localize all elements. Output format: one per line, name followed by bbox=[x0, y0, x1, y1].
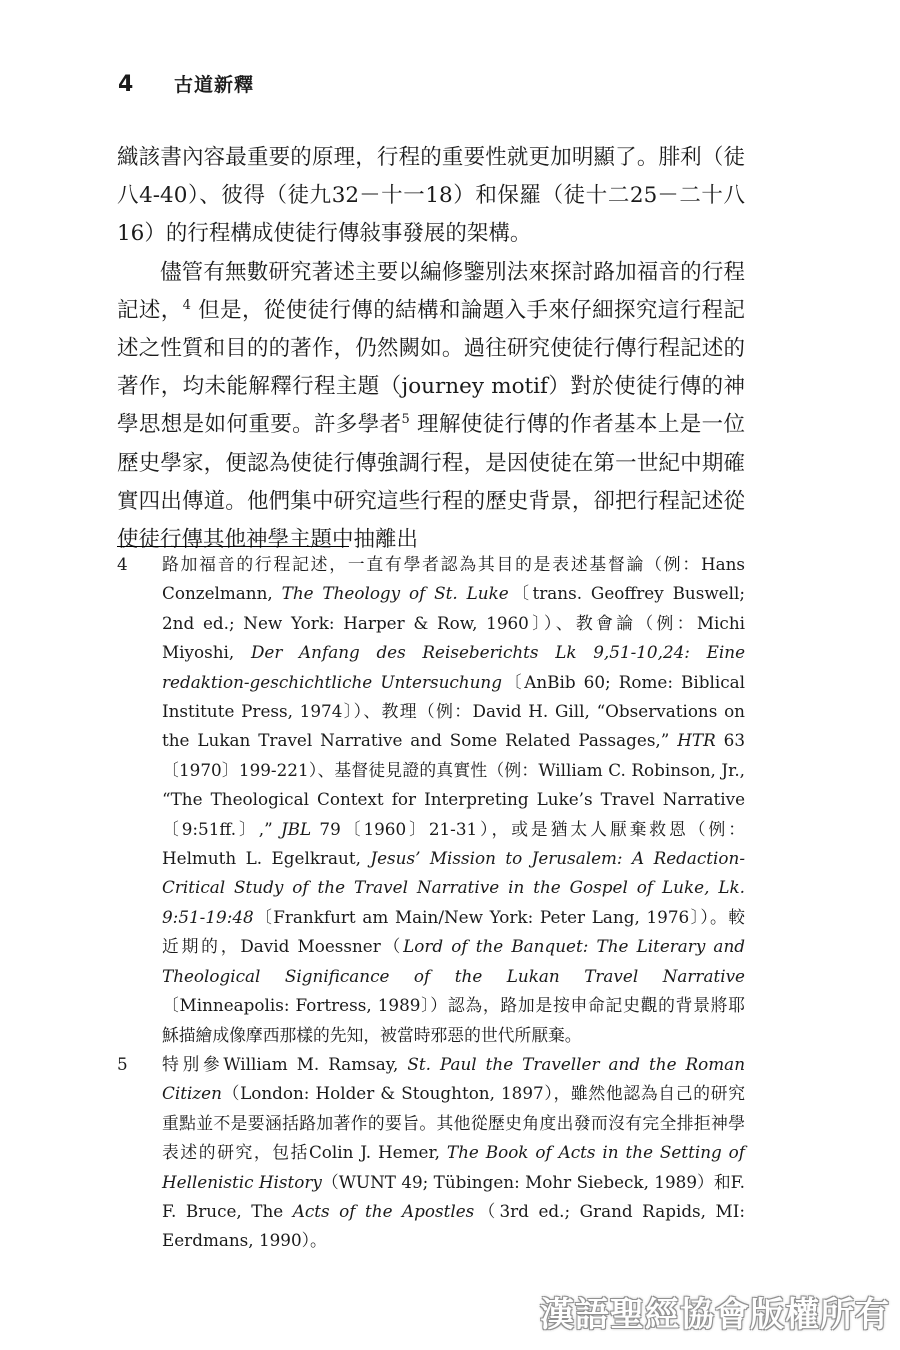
footnote-segment: （3rd ed.; Grand Rapids, MI: Eerdmans, 1990）。 bbox=[162, 1200, 746, 1251]
footnote-4 bbox=[117, 550, 745, 1050]
footnote-ref-5[interactable]: 5 bbox=[401, 412, 410, 428]
footnote-title-italic: St. Paul the Traveller and the Roman Citizen bbox=[162, 1053, 745, 1104]
footnote-title-italic: Der Anfang des Reiseberichts Lk 9,51-10,24: Eine redaktion-geschichtliche Untersuchung bbox=[162, 642, 745, 692]
footnote-title-italic: The Book of Acts in the Setting of Hellenistic History bbox=[162, 1142, 745, 1192]
footnote-segment: 63〔1970〕199-221）、基督徒見證的真實性（例：William C. Robinson, Jr., “The Theological Context for Interpreting Luke’s Travel Narrative〔9:51ff.〕,” bbox=[162, 730, 745, 839]
footnote-segment: 〔Minneapolis: Fortress, 1989〕）認為，路加是按申命記史觀的背景將耶穌描繪成像摩西那樣的先知，被當時邪惡的世代所厭棄。 bbox=[162, 995, 745, 1045]
footnote-ref-4[interactable]: 4 bbox=[182, 297, 191, 313]
footnote-text bbox=[162, 1050, 745, 1256]
footnote-5 bbox=[117, 1050, 745, 1256]
copyright-watermark: 漢語聖經協會版權所有 bbox=[540, 1295, 890, 1335]
footnote-title-italic: JBL bbox=[280, 818, 312, 839]
paragraph-2-part-a: 儘管有無數研究著述主要以編修鑒別法來探討路加福音的行程記述， bbox=[117, 259, 745, 323]
footnote-title-italic: Jesus’ Mission to Jerusalem: A Redaction-Critical Study of the Travel Narrative in the Gospel of Luke, Lk. 9:51-19:48 bbox=[162, 848, 745, 927]
page-number: 4 bbox=[118, 72, 134, 97]
footnote-segment: 〔Frankfurt am Main/New York: Peter Lang, 1976〕）。較近期的，David Moessner（ bbox=[162, 906, 745, 957]
footnote-separator bbox=[117, 546, 349, 547]
paragraph-2-part-b: 但是，從使徒行傳的結構和論題入手來仔細探究這行程記述之性質和目的的著作，仍然闕如。過往研究使徒行傳行程記述的著作，均未能解釋行程主題（journey motif）對於使徒行傳的神學思想是如何重要。許多學者 bbox=[117, 297, 745, 438]
footnote-number: 4 bbox=[117, 554, 128, 574]
footnotes bbox=[117, 550, 745, 1256]
footnote-segment: 〔AnBib 60; Rome: Biblical Institute Press, 1974〕）、教理（例：David H. Gill, “Observations on the Lukan Travel Narrative and Some Related Passages,” bbox=[162, 671, 745, 751]
footnote-segment: 特別參William M. Ramsay, bbox=[162, 1053, 408, 1074]
footnote-text bbox=[162, 550, 745, 1050]
footnote-title-italic: The Theology of St. Luke bbox=[281, 583, 509, 604]
book-title: 古道新釋 bbox=[174, 74, 255, 96]
paragraph-2 bbox=[117, 254, 745, 560]
footnote-segment: 路加福音的行程記述，一直有學者認為其目的是表述基督論（例：Hans Conzelmann, bbox=[162, 554, 745, 604]
running-header bbox=[118, 70, 254, 97]
footnote-segment: （London: Holder & Stoughton, 1897），雖然他認為自己的研究重點並不是要涵括路加著作的要旨。其他從歷史角度出發而沒有完全排拒神學表述的研究，包括Colin J. Hemer, bbox=[162, 1083, 745, 1163]
footnote-title-italic: HTR bbox=[677, 730, 716, 751]
paragraph-2-part-c: 理解使徒行傳的作者基本上是一位歷史學家，便認為使徒行傳強調行程，是因使徒在第一世紀中期確實四出傳道。他們集中研究這些行程的歷史背景，卻把行程記述從使徒行傳其他神學主題中抽離出 bbox=[117, 412, 745, 553]
paragraph-1: 織該書內容最重要的原理，行程的重要性就更加明顯了。腓利（徒八4-40）、彼得（徒九32－十一18）和保羅（徒十二25－二十八16）的行程構成使徒行傳敍事發展的架構。 bbox=[117, 145, 745, 247]
footnote-segment: （WUNT 49; Tübingen: Mohr Siebeck, 1989）和F. F. Bruce, The bbox=[162, 1171, 745, 1221]
main-text bbox=[117, 139, 745, 559]
footnote-segment: 79〔1960〕21-31），或是猶太人厭棄救恩（例：Helmuth L. Egelkraut, bbox=[162, 818, 745, 869]
footnote-title-italic: Acts of the Apostles bbox=[292, 1200, 475, 1221]
footnote-number: 5 bbox=[117, 1053, 128, 1074]
footnote-title-italic: Lord of the Banquet: The Literary and Theological Significance of the Lukan Travel Narrative bbox=[162, 936, 745, 986]
footnote-segment: 〔trans. Geoffrey Buswell; 2nd ed.; New York: Harper & Row, 1960〕）、教會論（例：Michi Miyoshi, bbox=[162, 583, 746, 663]
